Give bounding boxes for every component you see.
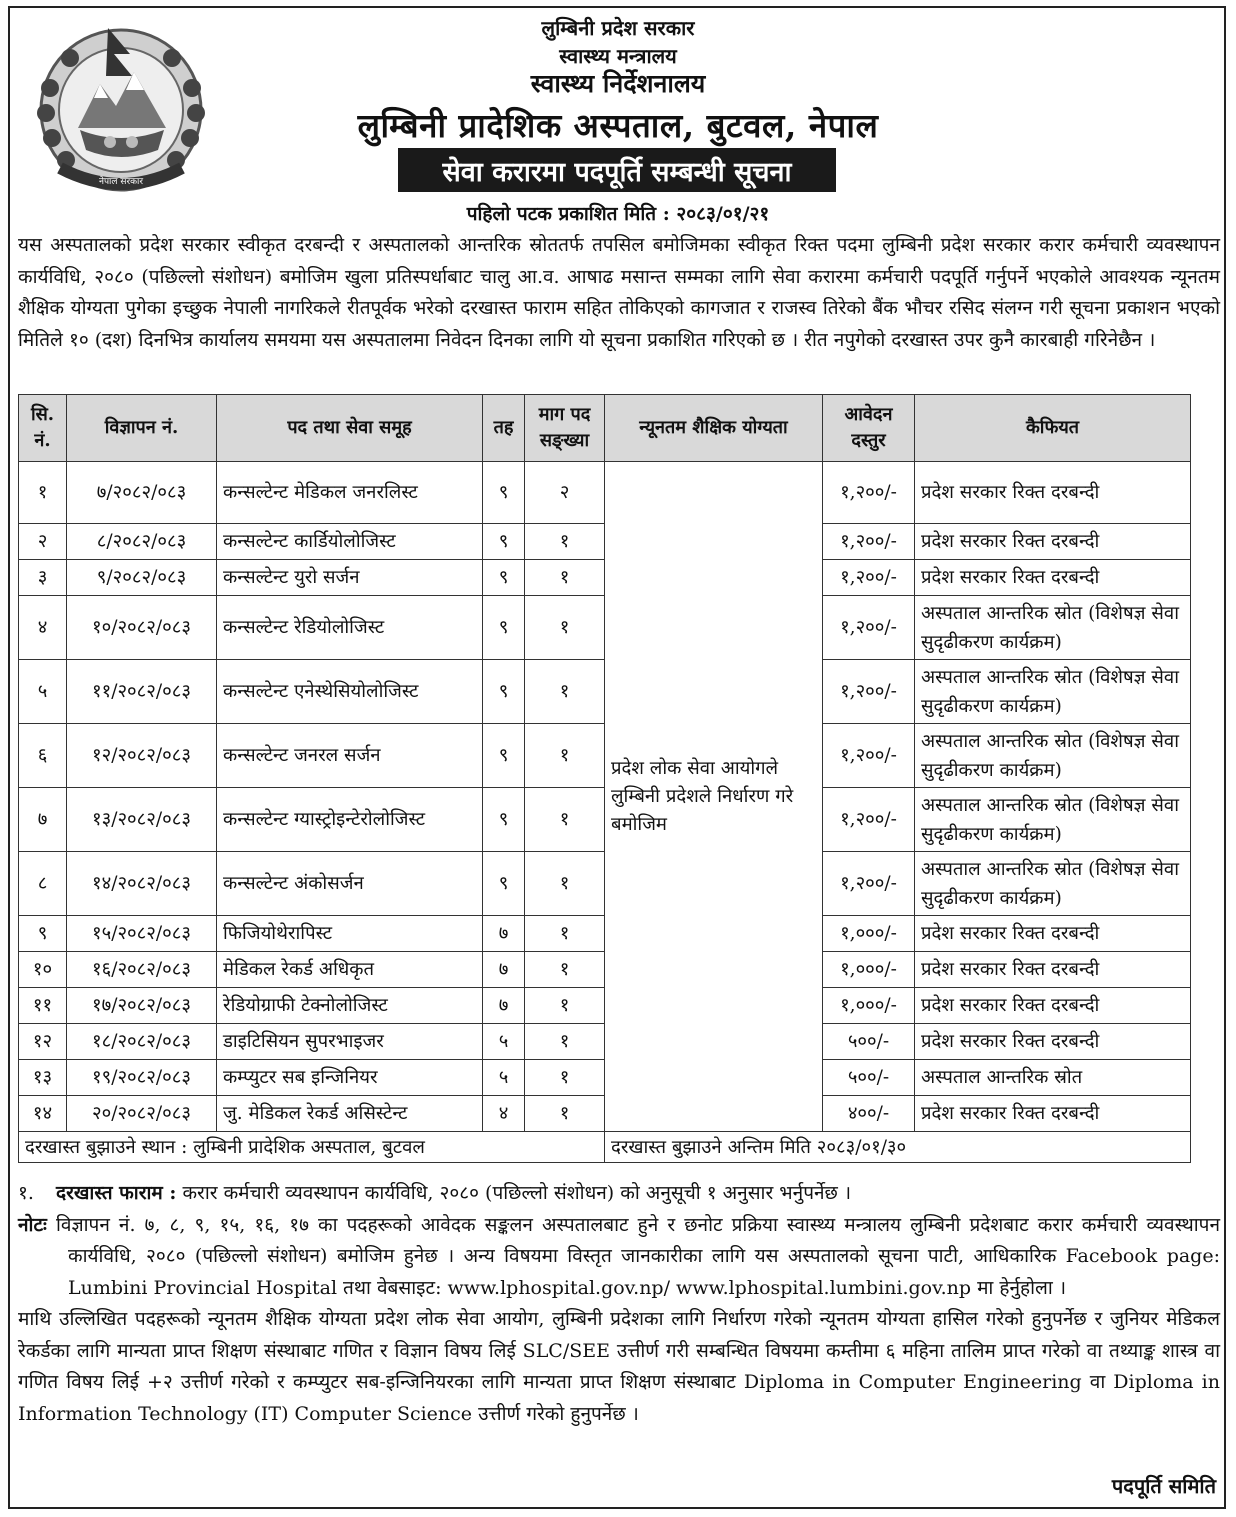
- row-ad-number: १६/२०८२/०८३: [67, 952, 217, 988]
- row-post: कन्सल्टेन्ट एनेस्थेसियोलोजिस्ट: [217, 660, 483, 724]
- row-remarks: प्रदेश सरकार रिक्त दरबन्दी: [915, 560, 1191, 596]
- row-post: कम्प्युटर सब इन्जिनियर: [217, 1060, 483, 1096]
- row-serial: ५: [19, 660, 67, 724]
- row-remarks: अस्पताल आन्तरिक स्रोत (विशेषज्ञ सेवा सुदृढीकरण कार्यक्रम): [915, 852, 1191, 916]
- row-level: ९: [483, 788, 525, 852]
- row-fee: १,२००/-: [823, 852, 915, 916]
- intro-paragraph: यस अस्पतालको प्रदेश सरकार स्वीकृत दरबन्दी र अस्पतालको आन्तरिक स्रोततर्फ तपसिल बमोजिमका स्वीकृत रिक्त पदमा लुम्बिनी प्रदेश सरकार करार कर्मचारी व्यवस्थापन कार्यविधि, २०८० (पछिल्लो संशोधन) बमोजिम खुला प्रतिस्पर्धाबाट चालु आ.व. आषाढ मसान्त सम्मका लागि सेवा करारमा कर्मचारी पदपूर्ति गर्नुपर्ने भएकोले आवश्यक न्यूनतम शैक्षिक योग्यता पुगेका इच्छुक नेपाली नागरिकले रीतपूर्वक भरेको दरखास्त फाराम सहित तोकिएको कागजात र राजस्व तिरेको बैंक भौचर रसिद संलग्न गरी सूचना प्रकाशन भएको मितिले १० (दश) दिनभित्र कार्यालय समयमा यस अस्पतालमा निवेदन दिनका लागि यो सूचना प्रकाशित गरिएको छ । रीत नपुगेको दरखास्त उपर कुनै कारबाही गरिनेछैन ।: [18, 234, 1220, 351]
- row-serial: १४: [19, 1096, 67, 1132]
- col-serial: सि. नं.: [19, 395, 67, 462]
- row-ad-number: ११/२०८२/०८३: [67, 660, 217, 724]
- row-level: ९: [483, 462, 525, 524]
- row-remarks: प्रदेश सरकार रिक्त दरबन्दी: [915, 916, 1191, 952]
- row-fee: १,२००/-: [823, 596, 915, 660]
- row-level: ५: [483, 1060, 525, 1096]
- row-level: ७: [483, 916, 525, 952]
- note-item-1: [18, 1178, 1220, 1210]
- row-remarks: प्रदेश सरकार रिक्त दरबन्दी: [915, 1024, 1191, 1060]
- row-ad-number: १९/२०८२/०८३: [67, 1060, 217, 1096]
- row-post: डाइटिसियन सुपरभाइजर: [217, 1024, 483, 1060]
- row-remarks: प्रदेश सरकार रिक्त दरबन्दी: [915, 462, 1191, 524]
- row-fee: १,०००/-: [823, 952, 915, 988]
- row-fee: १,२००/-: [823, 462, 915, 524]
- row-serial: ९: [19, 916, 67, 952]
- row-count: १: [525, 724, 605, 788]
- row-serial: १: [19, 462, 67, 524]
- row-ad-number: १८/२०८२/०८३: [67, 1024, 217, 1060]
- submission-deadline: दरखास्त बुझाउने अन्तिम मिति २०८३/०१/३०: [605, 1132, 1191, 1163]
- row-count: १: [525, 1024, 605, 1060]
- row-remarks: प्रदेश सरकार रिक्त दरबन्दी: [915, 524, 1191, 560]
- row-ad-number: १३/२०८२/०८३: [67, 788, 217, 852]
- row-count: १: [525, 952, 605, 988]
- notice-title-banner: सेवा करारमा पदपूर्ति सम्बन्धी सूचना: [398, 148, 836, 192]
- qualification-paragraph: माथि उल्लिखित पदहरूको न्यूनतम शैक्षिक योग्यता प्रदेश लोक सेवा आयोग, लुम्बिनी प्रदेशका लागि निर्धारण गरेको न्यूनतम योग्यता हासिल गरेको हुनुपर्नेछ र जुनियर मेडिकल रेकर्डका लागि मान्यता प्राप्त शिक्षण संस्थाबाट गणित र विज्ञान विषय लिई SLC/SEE उत्तीर्ण गरी सम्बन्धित विषयमा कम्तीमा ६ महिना तालिम प्राप्त गरेको वा तथ्याङ्क शास्त्र वा गणित विषय लिई +२ उत्तीर्ण गरेको र कम्प्युटर सब-इन्जिनियरका लागि मान्यता प्राप्त शिक्षण संस्थाबाट Diploma in Computer Engineering वा Diploma in Information Technology (IT) Computer Science उत्तीर्ण गरेको हुनुपर्नेछ ।: [18, 1308, 1220, 1425]
- row-ad-number: ८/२०८२/०८३: [67, 524, 217, 560]
- table-footer-row: [19, 1132, 1191, 1163]
- row-level: ९: [483, 724, 525, 788]
- row-count: १: [525, 524, 605, 560]
- row-level: ७: [483, 988, 525, 1024]
- row-serial: ३: [19, 560, 67, 596]
- row-fee: १,२००/-: [823, 724, 915, 788]
- row-count: १: [525, 596, 605, 660]
- note-text: विज्ञापन नं. ७, ८, ९, १५, १६, १७ का पदहरूको आवेदक सङ्कलन अस्पतालबाट हुने र छनोट प्रक्रिया स्वास्थ्य मन्त्रालय लुम्बिनी प्रदेशबाट करार कर्मचारी व्यवस्थापन कार्यविधि, २०८० (पछिल्लो संशोधन) बमोजिम हुनेछ । अन्य विषयमा विस्तृत जानकारीका लागि यस अस्पतालको सूचना पाटी, आधिकारिक Facebook page: Lumbini Provincial Hospital तथा वेबसाइट: www.lphospital.gov.np/ www.lphospital.lumbini.gov.np मा हेर्नुहोला ।: [55, 1213, 1220, 1299]
- submission-place: दरखास्त बुझाउने स्थान : लुम्बिनी प्रादेशिक अस्पताल, बुटवल: [19, 1132, 605, 1163]
- row-serial: १२: [19, 1024, 67, 1060]
- row-serial: २: [19, 524, 67, 560]
- row-post: कन्सल्टेन्ट ग्यास्ट्रोइन्टेरोलोजिस्ट: [217, 788, 483, 852]
- row-count: १: [525, 788, 605, 852]
- row-level: ७: [483, 952, 525, 988]
- note-item-1-number: १.: [18, 1182, 34, 1204]
- row-serial: ४: [19, 596, 67, 660]
- ministry-name: स्वास्थ्य मन्त्रालय: [559, 44, 677, 68]
- row-ad-number: १०/२०८२/०८३: [67, 596, 217, 660]
- row-level: ९: [483, 596, 525, 660]
- row-count: १: [525, 916, 605, 952]
- note-item-1-text: करार कर्मचारी व्यवस्थापन कार्यविधि, २०८० (पछिल्लो संशोधन) को अनुसूची १ अनुसार भर्नुपर्नेछ ।: [182, 1182, 852, 1204]
- table-header-row: [19, 395, 1191, 462]
- emblem-motto: नेपाल सरकार: [98, 177, 144, 187]
- row-post: कन्सल्टेन्ट कार्डियोलोजिस्ट: [217, 524, 483, 560]
- row-ad-number: १५/२०८२/०८३: [67, 916, 217, 952]
- note-label: नोटः: [18, 1213, 47, 1236]
- hospital-name: लुम्बिनी प्रादेशिक अस्पताल, बुटवल, नेपाल: [357, 106, 879, 145]
- signature-committee: पदपूर्ति समिति: [1111, 1474, 1216, 1498]
- row-serial: ११: [19, 988, 67, 1024]
- row-level: ९: [483, 852, 525, 916]
- row-post: कन्सल्टेन्ट युरो सर्जन: [217, 560, 483, 596]
- row-post: मेडिकल रेकर्ड अधिकृत: [217, 952, 483, 988]
- row-level: ५: [483, 1024, 525, 1060]
- row-ad-number: ९/२०८२/०८३: [67, 560, 217, 596]
- row-serial: १३: [19, 1060, 67, 1096]
- row-level: ९: [483, 660, 525, 724]
- row-serial: ७: [19, 788, 67, 852]
- row-fee: १,२००/-: [823, 560, 915, 596]
- row-count: १: [525, 660, 605, 724]
- row-fee: ५००/-: [823, 1024, 915, 1060]
- row-fee: १,२००/-: [823, 660, 915, 724]
- row-count: २: [525, 462, 605, 524]
- row-count: १: [525, 1096, 605, 1132]
- row-ad-number: २०/२०८२/०८३: [67, 1096, 217, 1132]
- col-count: माग पद सङ्ख्या: [525, 395, 605, 462]
- note-item-1-label: दरखास्त फाराम :: [56, 1182, 177, 1204]
- row-post: जु. मेडिकल रेकर्ड असिस्टेन्ट: [217, 1096, 483, 1132]
- row-ad-number: १४/२०८२/०८३: [67, 852, 217, 916]
- row-remarks: प्रदेश सरकार रिक्त दरबन्दी: [915, 988, 1191, 1024]
- row-fee: १,०००/-: [823, 988, 915, 1024]
- note-paragraph: [18, 1210, 1220, 1305]
- row-count: १: [525, 560, 605, 596]
- vacancy-table: [18, 394, 1191, 1163]
- row-remarks: अस्पताल आन्तरिक स्रोत (विशेषज्ञ सेवा सुदृढीकरण कार्यक्रम): [915, 724, 1191, 788]
- table-row: [19, 462, 1191, 524]
- published-date-text: पहिलो पटक प्रकाशित मिति : २०८३/०१/२१: [466, 203, 770, 225]
- notes-section: [18, 1178, 1220, 1430]
- col-ad-number: विज्ञापन नं.: [67, 395, 217, 462]
- col-level: तह: [483, 395, 525, 462]
- row-count: १: [525, 988, 605, 1024]
- row-qualification: प्रदेश लोक सेवा आयोगले लुम्बिनी प्रदेशले निर्धारण गरे बमोजिम: [605, 462, 823, 1132]
- row-remarks: प्रदेश सरकार रिक्त दरबन्दी: [915, 1096, 1191, 1132]
- col-remarks: कैफियत: [915, 395, 1191, 462]
- row-post: कन्सल्टेन्ट मेडिकल जनरलिस्ट: [217, 462, 483, 524]
- row-serial: ८: [19, 852, 67, 916]
- row-ad-number: १७/२०८२/०८३: [67, 988, 217, 1024]
- row-level: ९: [483, 560, 525, 596]
- row-post: रेडियोग्राफी टेक्नोलोजिस्ट: [217, 988, 483, 1024]
- row-ad-number: १२/२०८२/०८३: [67, 724, 217, 788]
- row-remarks: अस्पताल आन्तरिक स्रोत: [915, 1060, 1191, 1096]
- row-fee: ५००/-: [823, 1060, 915, 1096]
- row-fee: ४००/-: [823, 1096, 915, 1132]
- published-date: [0, 200, 1236, 226]
- col-post: पद तथा सेवा समूह: [217, 395, 483, 462]
- row-count: १: [525, 852, 605, 916]
- row-fee: १,०००/-: [823, 916, 915, 952]
- row-count: १: [525, 1060, 605, 1096]
- row-post: कन्सल्टेन्ट अंकोसर्जन: [217, 852, 483, 916]
- row-serial: १०: [19, 952, 67, 988]
- row-post: कन्सल्टेन्ट रेडियोलोजिस्ट: [217, 596, 483, 660]
- row-level: ४: [483, 1096, 525, 1132]
- col-qualification: न्यूनतम शैक्षिक योग्यता: [605, 395, 823, 462]
- row-serial: ६: [19, 724, 67, 788]
- row-remarks: अस्पताल आन्तरिक स्रोत (विशेषज्ञ सेवा सुदृढीकरण कार्यक्रम): [915, 788, 1191, 852]
- row-fee: १,२००/-: [823, 788, 915, 852]
- col-fee: आवेदन दस्तुर: [823, 395, 915, 462]
- row-remarks: अस्पताल आन्तरिक स्रोत (विशेषज्ञ सेवा सुदृढीकरण कार्यक्रम): [915, 596, 1191, 660]
- row-remarks: अस्पताल आन्तरिक स्रोत (विशेषज्ञ सेवा सुदृढीकरण कार्यक्रम): [915, 660, 1191, 724]
- row-ad-number: ७/२०८२/०८३: [67, 462, 217, 524]
- row-level: ९: [483, 524, 525, 560]
- row-post: फिजियोथेरापिस्ट: [217, 916, 483, 952]
- row-remarks: प्रदेश सरकार रिक्त दरबन्दी: [915, 952, 1191, 988]
- row-post: कन्सल्टेन्ट जनरल सर्जन: [217, 724, 483, 788]
- directorate-name: स्वास्थ्य निर्देशनालय: [530, 69, 706, 98]
- province-name: लुम्बिनी प्रदेश सरकार: [541, 16, 695, 40]
- row-fee: १,२००/-: [823, 524, 915, 560]
